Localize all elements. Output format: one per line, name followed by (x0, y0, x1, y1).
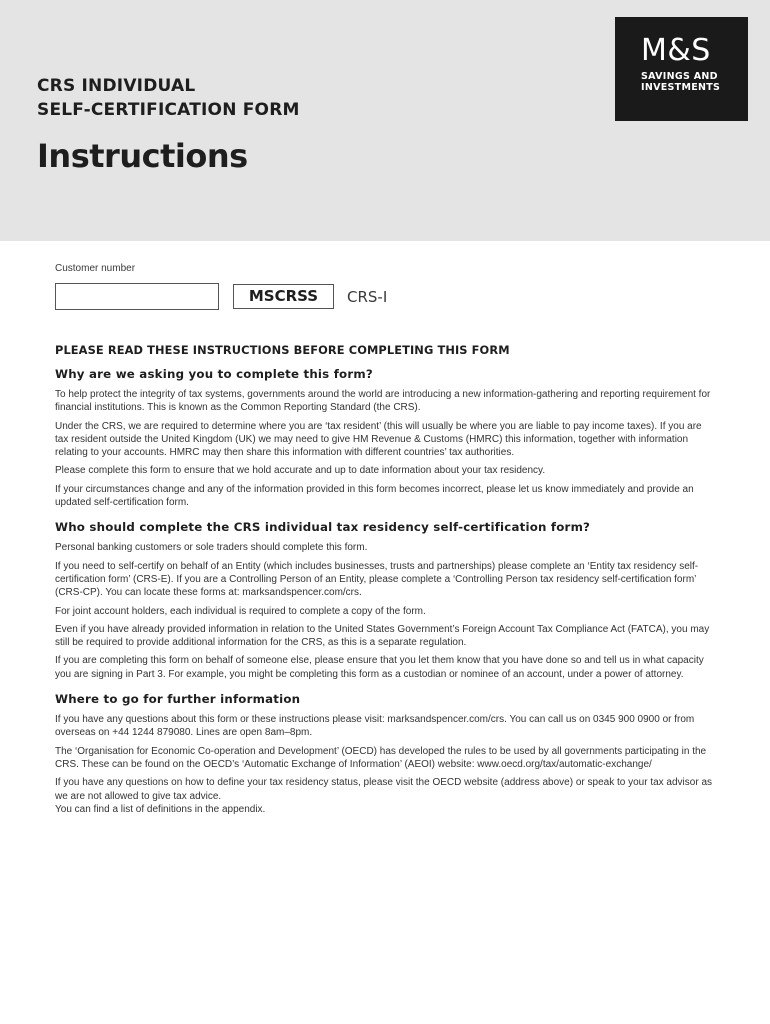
paragraph: Please complete this form to ensure that we hold accurate and up to date information about your tax residency. (55, 465, 546, 477)
customer-number-input[interactable] (55, 283, 219, 310)
paragraph: To help protect the integrity of tax systems, governments around the world are introducing a new information-gathering and reporting requirement for financial institutions. This is known as the Common Reporting Standard (the CRS). (55, 389, 711, 414)
paragraph: If you need to self-certify on behalf of an Entity (which includes businesses, trusts and partnerships) please complete an ‘Entity tax residency self-certification form’ (CRS-E). If you are a Controlling Person of an Entity, please complete a ‘Controlling Person tax residency self-certification form’ (CRS-CP). You can locate these forms at: marksandspencer.com/crs. (55, 560, 699, 599)
form-reference-code: MSCRSS (233, 284, 334, 309)
paragraph: If you have any questions on how to define your tax residency status, please visit the OECD website (address above) or speak to your tax advisor as we are not allowed to give tax advice. (55, 777, 713, 802)
paragraph: You can find a list of definitions in the appendix. (55, 803, 266, 815)
logo-wordmark: M&S (641, 33, 711, 68)
section-heading: Who should complete the CRS individual tax residency self-certification form? (55, 520, 591, 535)
section-who-should-complete (55, 519, 715, 681)
paragraph: If you have any questions about this form or these instructions please visit: marksandspencer.com/crs. You can call us on 0345 900 0900 or from overseas on +44 1244 879080. Lines are open 8am–8pm. (55, 714, 695, 739)
paragraph: Under the CRS, we are required to determine where you are ‘tax resident’ (this will usually be where you are liable to pay income taxes). If you are tax resident outside the United Kingdom (UK) we may need to give HM Revenue & Customs (HMRC) this information, together with information relating to your accounts. HMRC may then share this information with different countries’ tax authorities. (55, 420, 702, 459)
ms-logo (615, 17, 748, 121)
form-title-line-1: CRS INDIVIDUAL (37, 76, 196, 96)
logo-subtitle-line-1: SAVINGS AND (641, 71, 718, 82)
paragraph: Personal banking customers or sole traders should complete this form. (55, 542, 368, 554)
logo-subtitle-line-2: INVESTMENTS (641, 82, 721, 93)
header-band (0, 0, 770, 241)
form-title-line-2: SELF-CERTIFICATION FORM (37, 100, 300, 120)
form-title (37, 74, 300, 122)
section-further-information (55, 691, 715, 816)
section-heading: Where to go for further information (55, 692, 301, 707)
paragraph: If you are completing this form on behalf of someone else, please ensure that you let them know that you have done so and tell us in what capacity you are signing in Part 3. For example, you might be completing this form as a custodian or nominee of an account, under a power of attorney. (55, 655, 704, 680)
section-heading: Why are we asking you to complete this form? (55, 367, 373, 381)
customer-number-label: Customer number (55, 263, 136, 274)
paragraph: The ‘Organisation for Economic Co-operation and Development’ (OECD) has developed the rules to be used by all governments participating in the CRS. These can be found on the OECD’s ‘Automatic Exchange of Information’ (AEOI) website: www.oecd.org/tax/automatic-exchange/ (55, 745, 707, 770)
paragraph: If your circumstances change and any of the information provided in this form becomes incorrect, please let us know immediately and provide an updated self-certification form. (55, 483, 694, 509)
read-instructions-notice: PLEASE READ THESE INSTRUCTIONS BEFORE COMPLETING THIS FORM (55, 343, 510, 357)
page-title: Instructions (37, 137, 248, 175)
instructions-body (55, 342, 715, 826)
form-reference-suffix: CRS-I (347, 288, 388, 306)
paragraph: For joint account holders, each individual is required to complete a copy of the form. (55, 605, 426, 617)
section-why-asking (55, 366, 715, 509)
paragraph: Even if you have already provided information in relation to the United States Government’s Foreign Account Tax Compliance Act (FATCA), you may still be required to provide additional information for the CRS, as this is a separate regulation. (55, 623, 710, 649)
